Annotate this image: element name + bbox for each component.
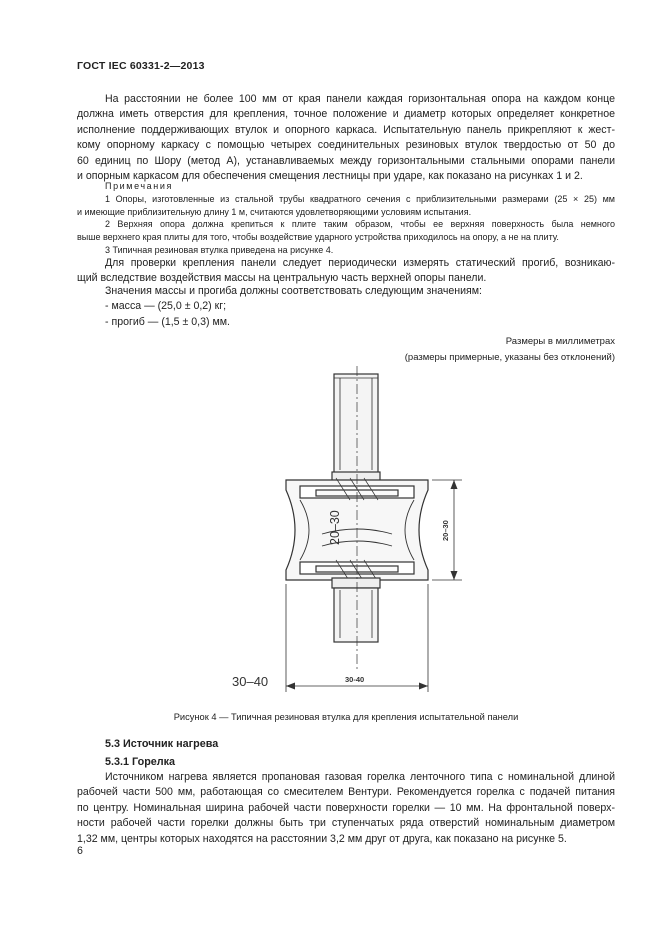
side-height-label: 20–30 bbox=[441, 520, 450, 541]
text-line: рабочей части 500 мм, работающая со смесителем Вентури. Рекомендуется горелка с подачей питания bbox=[77, 786, 615, 799]
text-line: по центру. Номинальная ширина рабочей части поверхности горелки — 10 мм. На фронтальной поверх- bbox=[77, 801, 615, 814]
text-line: исполнение поддерживающих втулок и опорного каркаса. Испытательную панель прикрепляют к жест- bbox=[77, 123, 615, 136]
notes-block bbox=[77, 180, 615, 257]
paragraph-burner bbox=[77, 770, 615, 847]
outer-width-label: 30–40 bbox=[232, 674, 269, 689]
text-line: 1,32 мм, центры которых находятся на расстоянии 3,2 мм друг от друга, как показано на рисунке 5. bbox=[77, 832, 567, 845]
figure-units-note: Размеры в миллиметрах bbox=[505, 336, 615, 347]
top-stud bbox=[334, 374, 378, 474]
section-heading: 5.3 Источник нагрева bbox=[105, 738, 219, 750]
page-number: 6 bbox=[77, 845, 83, 857]
note-line: 3 Типичная резиновая втулка приведена на рисунке 4. bbox=[105, 244, 334, 255]
list-item-deflection: - прогиб — (1,5 ± 0,3) мм. bbox=[105, 315, 230, 328]
note-line: и имеющие приблизительную длину 1 м, считаются удовлетворяющими условиям испытания. bbox=[77, 206, 472, 217]
bottom-stud bbox=[334, 588, 378, 642]
text-line: Для проверки крепления панели следует периодически измерять статический прогиб, возникаю- bbox=[105, 257, 615, 269]
text-line: 60 единиц по Шору (метод А), устанавливаемых между горизонтальными стальными опорами панели bbox=[77, 154, 615, 167]
text-line: На расстоянии не более 100 мм от края панели каждая горизонтальная опора на каждом конце bbox=[105, 93, 615, 105]
text-line: Значения массы и прогиба должны соответствовать следующим значениям: bbox=[105, 285, 482, 297]
width-label: 30-40 bbox=[345, 675, 365, 684]
note-line: 1 Опоры, изготовленные из стальной трубы квадратного сечения с приблизительными размерами (25 × 25) мм bbox=[105, 193, 615, 204]
text-line: кому опорному каркасу с помощью четырех соединительных резиновых втулок твердостью от 50 до bbox=[77, 139, 615, 152]
list-item-mass: - масса — (25,0 ± 0,2) кг; bbox=[105, 300, 227, 313]
paragraph-deflection-check bbox=[77, 256, 615, 287]
text-line: и опорным каркасом для обеспечения смещения лестницы при ударе, как показано на рисунках 1 и 2. bbox=[77, 170, 583, 183]
text-line: щий вследствие воздействия массы на центральную часть верхней опоры панели. bbox=[77, 272, 487, 285]
text-line: Источником нагрева является пропановая газовая горелка ленточного типа с номинальной длиной bbox=[105, 771, 615, 783]
paragraph-values bbox=[77, 284, 615, 330]
rubber-bushing-drawing bbox=[0, 360, 661, 710]
text-line: ности рабочей части горелки должны быть три ступенчатых ряда отверстий номинальным диаметром bbox=[77, 817, 615, 830]
figure-approx-note: (размеры примерные, указаны без отклонений) bbox=[404, 352, 615, 363]
note-line: 2 Верхняя опора должна крепиться к плите таким образом, чтобы ее верхняя поверхность была немного bbox=[105, 219, 615, 230]
inner-height-label: 20–30 bbox=[328, 510, 342, 545]
notes-title: Примечания bbox=[105, 181, 173, 191]
text-line: должна иметь отверстия для крепления, точное положение и диаметр которых определяет конкретное bbox=[77, 108, 615, 121]
bottom-washer bbox=[332, 578, 380, 588]
paragraph-mounting bbox=[77, 92, 615, 184]
subsection-heading: 5.3.1 Горелка bbox=[105, 756, 176, 768]
note-line: выше верхнего края плиты для того, чтобы воздействие ударного устройства приходилось на опору, а не на плиту. bbox=[77, 232, 559, 243]
document-header: ГОСТ IEC 60331-2—2013 bbox=[77, 60, 205, 72]
figure-caption: Рисунок 4 — Типичная резиновая втулка для крепления испытательной панели bbox=[173, 712, 519, 722]
